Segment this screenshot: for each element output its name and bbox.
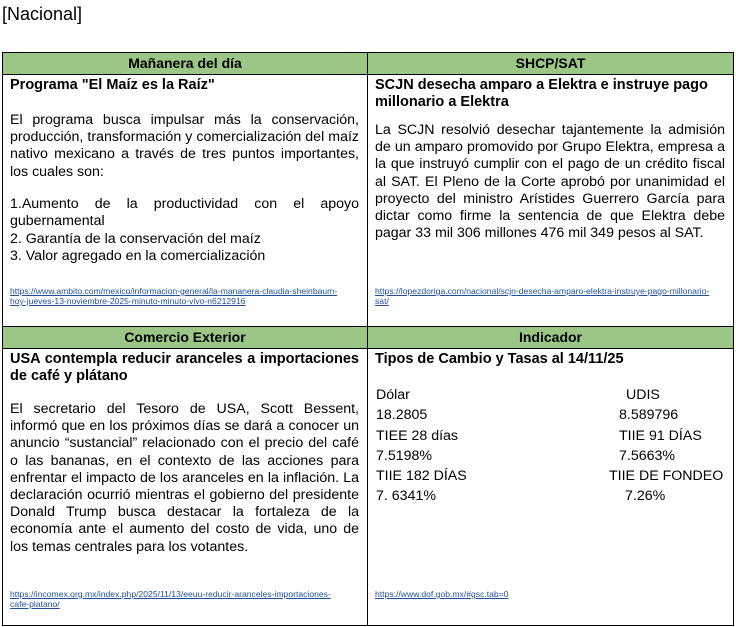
cell-mananera (3, 75, 368, 327)
mananera-source-link[interactable]: https://www.ambito.com/mexico/informacion-general/la-mananera-claudia-sheinbaum-hoy-jueves-13-noviembre-2025-minuto-minuto-vivo-n6212916 (10, 286, 338, 306)
mananera-point-2: 2. Garantía de la conservación del maíz (10, 231, 261, 247)
indicator-label: TIIE 91 DÍAS (619, 428, 702, 444)
mananera-intro: El programa busca impulsar más la conservación, producción, transformación y comercialización del maíz nativo mexicano a través de tres puntos importantes, los cuales son: (10, 112, 359, 180)
indicator-value: 7.5663% (619, 448, 676, 464)
cell-comercio (3, 349, 368, 626)
indicador-title: Tipos de Cambio y Tasas al 14/11/25 (375, 351, 624, 367)
section-label: [Nacional] (2, 4, 83, 24)
indicator-value: 8.589796 (619, 407, 679, 423)
header-shcp: SHCP/SAT (368, 53, 734, 75)
mananera-title: Programa "El Maíz es la Raíz" (10, 77, 215, 93)
indicator-label: Dólar (376, 387, 410, 403)
indicator-label: TIIE DE FONDEO (609, 468, 724, 484)
news-grid (2, 52, 734, 626)
indicator-value: 7. 6341% (376, 488, 436, 504)
cell-shcp (368, 75, 734, 327)
indicator-label: TIIE 182 DÍAS (376, 468, 467, 484)
comercio-title: USA contempla reducir aranceles a importaciones de café y plátano (10, 351, 359, 384)
indicator-label: UDIS (626, 387, 660, 403)
indicator-value: 7.5198% (376, 448, 433, 464)
comercio-body: El secretario del Tesoro de USA, Scott Bessent, informó que en los próximos días se dará a conocer un anuncio “sustancial” relacionado con el precio del café o las bananas, en el contexto de las acciones para enfrentar el impacto de los aranceles en la inflación. La declaración ocurrió mientras el gobierno del presidente Donald Trump busca destacar la fortaleza de la economía ante el aumento del costo de vida, uno de los temas centrales para los votantes. (10, 401, 359, 555)
mananera-point-1: 1.Aumento de la productividad con el apoyo gubernamental (10, 196, 359, 230)
header-indicador: Indicador (368, 327, 734, 349)
shcp-source-link[interactable]: https://lopezdoriga.com/nacional/scjn-desecha-amparo-elektra-instruye-pago-millonario-sat/ (375, 286, 710, 306)
header-comercio: Comercio Exterior (3, 327, 368, 349)
mananera-point-3: 3. Valor agregado en la comercialización (10, 248, 266, 264)
shcp-title: SCJN desecha amparo a Elektra e instruye pago millonario a Elektra (375, 77, 708, 110)
indicator-value: 7.26% (625, 488, 666, 504)
shcp-body: La SCJN resolvió desechar tajantemente la admisión de un amparo promovido por Grupo Elektra, empresa a la que instruyó cumplir con el pago de un crédito fiscal al SAT. El Pleno de la Corte aprobó por unanimidad el proyecto del ministro Arístides Guerrero García para dictar como firme la sentencia de que Elektra debe pagar 33 mil 306 millones 476 mil 349 pesos al SAT. (375, 122, 725, 242)
cell-indicador (368, 349, 734, 626)
indicador-source-link[interactable]: https://www.dof.gob.mx/#gsc.tab=0 (375, 589, 509, 599)
comercio-source-link[interactable]: https://incomex.org.mx/index.php/2025/11/13/eeuu-reducir-aranceles-importaciones-cafe-platano/ (10, 589, 331, 609)
header-mananera: Mañanera del día (3, 53, 368, 75)
indicator-value: 18.2805 (376, 407, 428, 423)
indicator-label: TIEE 28 días (376, 428, 459, 444)
